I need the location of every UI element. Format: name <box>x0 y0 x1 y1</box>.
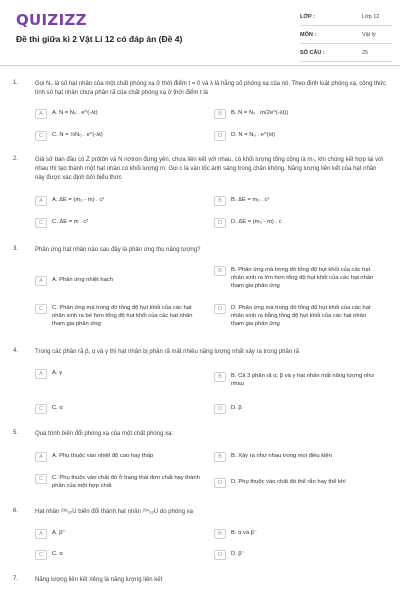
option-b[interactable] <box>214 372 379 388</box>
option-text: B. Cả 3 phân rã α, β và γ hạt nhân mất năng lượng như nhau <box>231 373 375 387</box>
option-text: B. Xảy ra như nhau trong mọi điều kiện <box>231 453 332 459</box>
option-b[interactable] <box>214 529 379 539</box>
question-number: 4. <box>13 348 19 354</box>
option-text: A. Phụ thuộc vào nhiệt độ cao hay thấp <box>52 453 154 459</box>
option-text: B. N = N₀ . ln(2e^(-λt)) <box>231 110 289 116</box>
option-letter: A <box>35 529 47 539</box>
option-d[interactable] <box>214 404 379 414</box>
question-number: 3. <box>13 246 19 252</box>
question-number: 6. <box>13 508 19 514</box>
option-a[interactable] <box>35 196 200 206</box>
option-d[interactable] <box>214 131 379 141</box>
option-letter: C <box>35 304 47 314</box>
option-b[interactable] <box>214 196 379 206</box>
option-letter: D <box>214 404 226 414</box>
option-text: C. ΔE = m . c² <box>52 219 89 225</box>
option-a[interactable] <box>35 452 200 462</box>
question-text: Giả sử ban đầu có Z prôtôn và N nơtron đứng yên, chưa liên kết với nhau, có khối lượng tổng cộng là m₀, khi chúng kết hợp lại với nhau thì tạo thành một hạt nhân có khối lượng m. Gọi c là vận tốc ánh sáng trong chân không. Năng lượng liên kết của hạt nhân này được xác định bởi biểu thức <box>35 157 384 181</box>
option-a[interactable] <box>35 369 200 379</box>
meta-subject-value: Vật lý <box>362 32 376 38</box>
option-a[interactable] <box>35 276 200 286</box>
option-letter: B <box>214 372 226 382</box>
option-text: D. Phụ thuộc vào chất đó thể rắn hay thể khí <box>231 479 346 485</box>
option-letter: B <box>214 529 226 539</box>
option-b[interactable] <box>214 109 379 119</box>
option-letter: D <box>214 218 226 228</box>
option-text: C. α <box>52 551 63 557</box>
question-text: Trong các phân rã β, α và γ thì hạt nhân bị phân rã mất nhiều năng lượng nhất xảy ra trong phân rã <box>35 349 300 355</box>
option-text: C. Phản ứng mà trong đó tổng độ hụt khối của các hạt nhân sinh ra bé hơn tổng độ hụt khối của các hạt nhân tham gia phản ứng <box>52 305 193 327</box>
option-text: A. β⁺ <box>52 530 66 536</box>
option-text: D. Phản ứng mà trong đó tổng độ hụt khối của các hạt nhân sinh ra bằng tổng độ hụt khối của các hạt nhân tham gia phản ứng <box>231 305 371 327</box>
option-a[interactable] <box>35 109 200 119</box>
option-d[interactable] <box>214 478 379 488</box>
question-text: Năng lượng liên kết riêng là năng lượng liên kết <box>35 577 163 583</box>
option-c[interactable] <box>35 404 200 414</box>
option-d[interactable] <box>214 550 379 560</box>
meta-count-label: SỐ CÂU : <box>300 50 325 56</box>
option-text: D. β <box>231 405 242 411</box>
option-letter: D <box>214 131 226 141</box>
option-text: A. N = N₀ . e^(-λt) <box>52 110 98 116</box>
question-number: 7. <box>13 576 19 582</box>
option-text: B. α và β⁻ <box>231 530 258 536</box>
option-b[interactable] <box>214 266 379 290</box>
option-letter: D <box>214 478 226 488</box>
option-text: D. N = N₀ . e^(λt) <box>231 132 275 138</box>
option-text: C. Phụ thuộc vào chất đó ở trạng thái đơn chất hay thành phần của một hợp chất <box>52 475 200 489</box>
question-text: Gọi N₀ là số hạt nhân của một chất phóng xạ ở thời điểm t = 0 và λ là hằng số phóng xạ của nó. Theo định luật phóng xạ, công thức tính số hạt nhân chưa phân rã của chất phóng xạ ở thời điểm t là <box>35 81 386 96</box>
question-number: 5. <box>13 430 19 436</box>
meta-count-value: 25 <box>362 50 369 56</box>
option-letter: A <box>35 196 47 206</box>
quizizz-logo: QUIZIZZ <box>16 11 87 29</box>
worksheet-header <box>0 0 400 66</box>
option-text: C. N = ½N₀ . e^(-λt) <box>52 132 103 138</box>
option-c[interactable] <box>35 304 200 328</box>
option-letter: C <box>35 474 47 484</box>
question-text: Quá trình biến đổi phóng xạ của một chất phóng xạ: <box>35 431 174 437</box>
meta-subject-label: MÔN : <box>300 32 317 38</box>
option-text: A. γ <box>52 370 62 376</box>
option-letter: C <box>35 218 47 228</box>
option-letter: D <box>214 304 226 314</box>
worksheet-meta <box>300 10 392 64</box>
option-text: A. ΔE = (m₀ - m) . c² <box>52 197 105 203</box>
option-c[interactable] <box>35 474 200 490</box>
option-c[interactable] <box>35 218 200 228</box>
option-letter: B <box>214 196 226 206</box>
meta-subject <box>300 28 392 44</box>
option-d[interactable] <box>214 304 379 328</box>
option-letter: C <box>35 131 47 141</box>
option-a[interactable] <box>35 529 200 539</box>
meta-class-value: Lớp 12 <box>362 14 380 20</box>
option-c[interactable] <box>35 550 200 560</box>
option-letter: A <box>35 109 47 119</box>
option-letter: B <box>214 109 226 119</box>
worksheet-title: Đề thi giữa kì 2 Vật Lí 12 có đáp án (Đề 4) <box>16 34 183 44</box>
option-text: A. Phản ứng nhiệt hạch <box>52 277 113 283</box>
option-text: B. Phản ứng mà trong đó tổng độ hụt khối của các hạt nhân sinh ra lớn hơn tổng độ hụt khối của các hạt nhân tham gia phản ứng <box>231 267 374 289</box>
option-letter: B <box>214 266 226 276</box>
option-letter: A <box>35 276 47 286</box>
meta-question-count <box>300 46 392 62</box>
meta-class <box>300 10 392 26</box>
option-text: D. ΔE = (m₀ - m) . c <box>231 219 282 225</box>
question-text: Phản ứng hạt nhân nào sau đây là phản ứng thu năng lượng? <box>35 247 201 253</box>
option-text: B. ΔE = m₀ . c² <box>231 197 270 203</box>
option-letter: D <box>214 550 226 560</box>
option-letter: C <box>35 550 47 560</box>
option-text: D. β⁻ <box>231 551 245 557</box>
option-letter: B <box>214 452 226 462</box>
option-letter: A <box>35 369 47 379</box>
meta-class-label: LỚP : <box>300 14 315 20</box>
option-d[interactable] <box>214 218 379 228</box>
question-text: Hạt nhân ²³⁸₉₂U biến đổi thành hạt nhân ²³⁴₉₂U do phóng xạ <box>35 509 193 515</box>
option-b[interactable] <box>214 452 379 462</box>
question-number: 1. <box>13 80 19 86</box>
option-text: C. α <box>52 405 63 411</box>
option-c[interactable] <box>35 131 200 141</box>
question-number: 2. <box>13 156 19 162</box>
option-letter: C <box>35 404 47 414</box>
option-letter: A <box>35 452 47 462</box>
